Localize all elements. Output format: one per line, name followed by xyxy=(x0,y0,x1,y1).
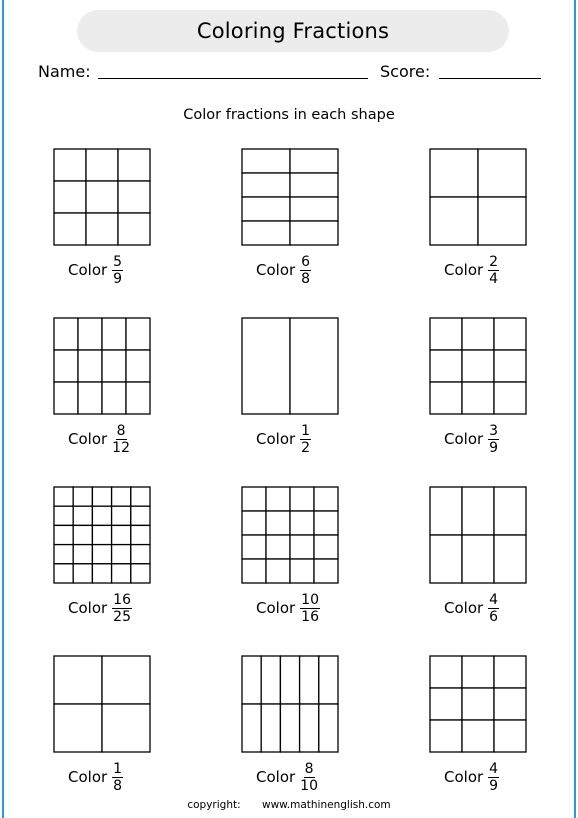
grid-svg xyxy=(242,487,338,583)
fraction-shape-10[interactable] xyxy=(54,656,150,752)
fraction-shape-8[interactable] xyxy=(242,487,338,583)
grid-cell[interactable] xyxy=(430,318,462,350)
grid-cell[interactable] xyxy=(462,688,494,720)
grid-cell[interactable] xyxy=(280,704,299,752)
grid-cell[interactable] xyxy=(118,149,150,181)
title-banner xyxy=(77,10,509,52)
grid-cell[interactable] xyxy=(86,149,118,181)
grid-cell[interactable] xyxy=(118,213,150,245)
fraction-shape-6[interactable] xyxy=(430,318,526,414)
grid-cell[interactable] xyxy=(126,382,150,414)
grid-cell[interactable] xyxy=(242,559,266,583)
fraction-numerator: 5 xyxy=(113,253,123,270)
color-word: Color xyxy=(68,768,108,786)
grid-cell[interactable] xyxy=(430,487,462,535)
fraction-shape-2[interactable] xyxy=(242,149,338,245)
grid-cell[interactable] xyxy=(73,545,92,564)
fraction xyxy=(112,255,123,286)
grid-cell[interactable] xyxy=(494,535,526,583)
fraction-caption-2 xyxy=(256,252,311,288)
grid-cell[interactable] xyxy=(290,173,338,197)
grid-cell[interactable] xyxy=(54,213,86,245)
fraction-shape-9[interactable] xyxy=(430,487,526,583)
color-word: Color xyxy=(68,599,108,617)
color-word: Color xyxy=(256,599,296,617)
grid-cell[interactable] xyxy=(494,656,526,688)
grid-cell[interactable] xyxy=(300,704,319,752)
grid-cell[interactable] xyxy=(430,535,462,583)
grid-cell[interactable] xyxy=(112,506,131,525)
grid-cell[interactable] xyxy=(430,656,462,688)
grid-cell[interactable] xyxy=(92,525,111,544)
fraction-denominator: 6 xyxy=(489,608,499,625)
grid-cell[interactable] xyxy=(131,564,150,583)
grid-svg xyxy=(54,656,150,752)
fraction-caption-9 xyxy=(444,590,499,626)
grid-cell[interactable] xyxy=(242,704,261,752)
grid-cell[interactable] xyxy=(54,487,73,506)
grid-cell[interactable] xyxy=(126,318,150,350)
grid-cell[interactable] xyxy=(242,173,290,197)
name-label: Name: xyxy=(38,62,91,81)
grid-cell[interactable] xyxy=(86,213,118,245)
grid-svg xyxy=(242,656,338,752)
grid-cell[interactable] xyxy=(242,149,290,173)
fraction-denominator: 4 xyxy=(489,270,499,287)
grid-cell[interactable] xyxy=(78,350,102,382)
grid-cell[interactable] xyxy=(102,382,126,414)
fraction-denominator: 8 xyxy=(301,270,311,287)
grid-cell[interactable] xyxy=(462,720,494,752)
grid-cell[interactable] xyxy=(266,535,290,559)
grid-cell[interactable] xyxy=(54,704,102,752)
grid-cell[interactable] xyxy=(92,506,111,525)
grid-cell[interactable] xyxy=(290,511,314,535)
grid-cell[interactable] xyxy=(54,656,102,704)
fraction-shape-12[interactable] xyxy=(430,656,526,752)
grid-cell[interactable] xyxy=(131,525,150,544)
grid-cell[interactable] xyxy=(131,545,150,564)
fraction-denominator: 9 xyxy=(489,777,499,794)
fraction-shape-3[interactable] xyxy=(430,149,526,245)
page-title: Coloring Fractions xyxy=(196,19,390,43)
fraction-denominator: 25 xyxy=(113,608,131,625)
grid-cell[interactable] xyxy=(54,382,78,414)
grid-svg xyxy=(54,318,150,414)
fraction-denominator: 8 xyxy=(113,777,123,794)
website-link[interactable]: www.mathinenglish.com xyxy=(261,799,391,811)
grid-cell[interactable] xyxy=(430,720,462,752)
fraction-numerator: 1 xyxy=(301,422,311,439)
fraction-denominator: 16 xyxy=(301,608,319,625)
grid-cell[interactable] xyxy=(430,149,478,197)
grid-cell[interactable] xyxy=(242,535,266,559)
grid-cell[interactable] xyxy=(73,525,92,544)
grid-cell[interactable] xyxy=(462,350,494,382)
grid-cell[interactable] xyxy=(112,545,131,564)
grid-cell[interactable] xyxy=(478,197,526,245)
grid-cell[interactable] xyxy=(494,350,526,382)
grid-cell[interactable] xyxy=(290,318,338,414)
score-field[interactable] xyxy=(439,78,541,79)
grid-cell[interactable] xyxy=(462,487,494,535)
grid-cell[interactable] xyxy=(73,487,92,506)
grid-cell[interactable] xyxy=(54,149,86,181)
grid-cell[interactable] xyxy=(266,511,290,535)
grid-cell[interactable] xyxy=(92,487,111,506)
grid-cell[interactable] xyxy=(290,535,314,559)
grid-cell[interactable] xyxy=(290,487,314,511)
grid-cell[interactable] xyxy=(78,382,102,414)
grid-cell[interactable] xyxy=(261,704,280,752)
fraction-caption-6 xyxy=(444,421,499,457)
fraction-shape-5[interactable] xyxy=(242,318,338,414)
fraction xyxy=(112,424,130,455)
grid-cell[interactable] xyxy=(54,564,73,583)
fraction-numerator: 8 xyxy=(116,422,126,439)
grid-svg xyxy=(430,656,526,752)
grid-cell[interactable] xyxy=(112,487,131,506)
grid-svg xyxy=(242,149,338,245)
grid-cell[interactable] xyxy=(54,506,73,525)
fraction xyxy=(488,593,499,624)
fraction-numerator: 4 xyxy=(489,591,499,608)
color-word: Color xyxy=(444,599,484,617)
fraction-shape-4[interactable] xyxy=(54,318,150,414)
grid-cell[interactable] xyxy=(462,318,494,350)
color-word: Color xyxy=(256,261,296,279)
fraction-numerator: 10 xyxy=(301,591,319,608)
grid-cell[interactable] xyxy=(314,487,338,511)
grid-cell[interactable] xyxy=(430,382,462,414)
grid-cell[interactable] xyxy=(261,656,280,704)
fraction-denominator: 10 xyxy=(300,777,318,794)
grid-cell[interactable] xyxy=(314,559,338,583)
grid-svg xyxy=(430,318,526,414)
grid-cell[interactable] xyxy=(430,688,462,720)
fraction-caption-3 xyxy=(444,252,499,288)
grid-cell[interactable] xyxy=(314,535,338,559)
grid-cell[interactable] xyxy=(494,318,526,350)
fraction xyxy=(300,424,311,455)
name-score-row xyxy=(38,62,548,86)
grid-cell[interactable] xyxy=(92,545,111,564)
fraction-numerator: 3 xyxy=(489,422,499,439)
grid-cell[interactable] xyxy=(319,656,338,704)
fraction-denominator: 9 xyxy=(113,270,123,287)
grid-cell[interactable] xyxy=(290,221,338,245)
grid-cell[interactable] xyxy=(242,318,290,414)
footer xyxy=(0,799,578,811)
grid-cell[interactable] xyxy=(54,525,73,544)
fraction xyxy=(488,424,499,455)
fraction xyxy=(112,762,123,793)
fraction xyxy=(300,762,318,793)
copyright-label: copyright: xyxy=(187,799,241,811)
grid-cell[interactable] xyxy=(112,564,131,583)
fraction-numerator: 4 xyxy=(489,760,499,777)
grid-cell[interactable] xyxy=(112,525,131,544)
color-word: Color xyxy=(444,430,484,448)
grid-cell[interactable] xyxy=(314,511,338,535)
fraction-caption-11 xyxy=(256,759,318,795)
grid-cell[interactable] xyxy=(242,511,266,535)
fraction-denominator: 12 xyxy=(112,439,130,456)
grid-svg xyxy=(54,149,150,245)
grid-cell[interactable] xyxy=(54,350,78,382)
grid-cell[interactable] xyxy=(462,382,494,414)
grid-cell[interactable] xyxy=(319,704,338,752)
color-word: Color xyxy=(68,261,108,279)
color-word: Color xyxy=(256,430,296,448)
grid-cell[interactable] xyxy=(131,506,150,525)
grid-cell[interactable] xyxy=(86,181,118,213)
fraction-shape-1[interactable] xyxy=(54,149,150,245)
grid-cell[interactable] xyxy=(290,197,338,221)
fraction-numerator: 2 xyxy=(489,253,499,270)
grid-cell[interactable] xyxy=(54,318,78,350)
grid-cell[interactable] xyxy=(102,318,126,350)
grid-cell[interactable] xyxy=(430,197,478,245)
fraction-caption-7 xyxy=(68,590,132,626)
grid-cell[interactable] xyxy=(102,704,150,752)
grid-cell[interactable] xyxy=(494,487,526,535)
grid-cell[interactable] xyxy=(73,564,92,583)
grid-cell[interactable] xyxy=(73,506,92,525)
grid-cell[interactable] xyxy=(242,197,290,221)
grid-svg xyxy=(54,487,150,583)
fraction xyxy=(300,593,320,624)
score-label: Score: xyxy=(380,62,431,81)
fraction-numerator: 1 xyxy=(113,760,123,777)
grid-svg xyxy=(430,149,526,245)
grid-cell[interactable] xyxy=(290,149,338,173)
grid-cell[interactable] xyxy=(242,656,261,704)
grid-cell[interactable] xyxy=(430,350,462,382)
grid-svg xyxy=(242,318,338,414)
fraction-caption-10 xyxy=(68,759,123,795)
fraction-caption-1 xyxy=(68,252,123,288)
grid-cell[interactable] xyxy=(300,656,319,704)
fraction-numerator: 6 xyxy=(301,253,311,270)
fraction-caption-8 xyxy=(256,590,320,626)
grid-cell[interactable] xyxy=(266,559,290,583)
color-word: Color xyxy=(444,261,484,279)
fraction-shape-11[interactable] xyxy=(242,656,338,752)
grid-cell[interactable] xyxy=(78,318,102,350)
fraction xyxy=(300,255,311,286)
grid-cell[interactable] xyxy=(242,487,266,511)
name-field[interactable] xyxy=(98,78,368,79)
fraction-shape-7[interactable] xyxy=(54,487,150,583)
grid-cell[interactable] xyxy=(290,559,314,583)
grid-cell[interactable] xyxy=(102,350,126,382)
fraction-caption-12 xyxy=(444,759,499,795)
grid-cell[interactable] xyxy=(494,688,526,720)
color-word: Color xyxy=(256,768,296,786)
grid-cell[interactable] xyxy=(478,149,526,197)
grid-cell[interactable] xyxy=(92,564,111,583)
fraction xyxy=(112,593,132,624)
fraction xyxy=(488,762,499,793)
grid-cell[interactable] xyxy=(266,487,290,511)
color-word: Color xyxy=(68,430,108,448)
grid-cell[interactable] xyxy=(494,382,526,414)
fraction xyxy=(488,255,499,286)
grid-cell[interactable] xyxy=(462,656,494,688)
grid-cell[interactable] xyxy=(242,221,290,245)
fraction-numerator: 16 xyxy=(113,591,131,608)
grid-cell[interactable] xyxy=(280,656,299,704)
fraction-denominator: 9 xyxy=(489,439,499,456)
color-word: Color xyxy=(444,768,484,786)
fraction-numerator: 8 xyxy=(304,760,314,777)
fraction-denominator: 2 xyxy=(301,439,311,456)
grid-svg xyxy=(430,487,526,583)
instructions: Color fractions in each shape xyxy=(183,107,395,123)
grid-cell[interactable] xyxy=(462,535,494,583)
grid-cell[interactable] xyxy=(54,181,86,213)
grid-cell[interactable] xyxy=(131,487,150,506)
fraction-caption-5 xyxy=(256,421,311,457)
grid-cell[interactable] xyxy=(118,181,150,213)
grid-cell[interactable] xyxy=(102,656,150,704)
grid-cell[interactable] xyxy=(126,350,150,382)
grid-cell[interactable] xyxy=(494,720,526,752)
grid-cell[interactable] xyxy=(54,545,73,564)
fraction-caption-4 xyxy=(68,421,130,457)
